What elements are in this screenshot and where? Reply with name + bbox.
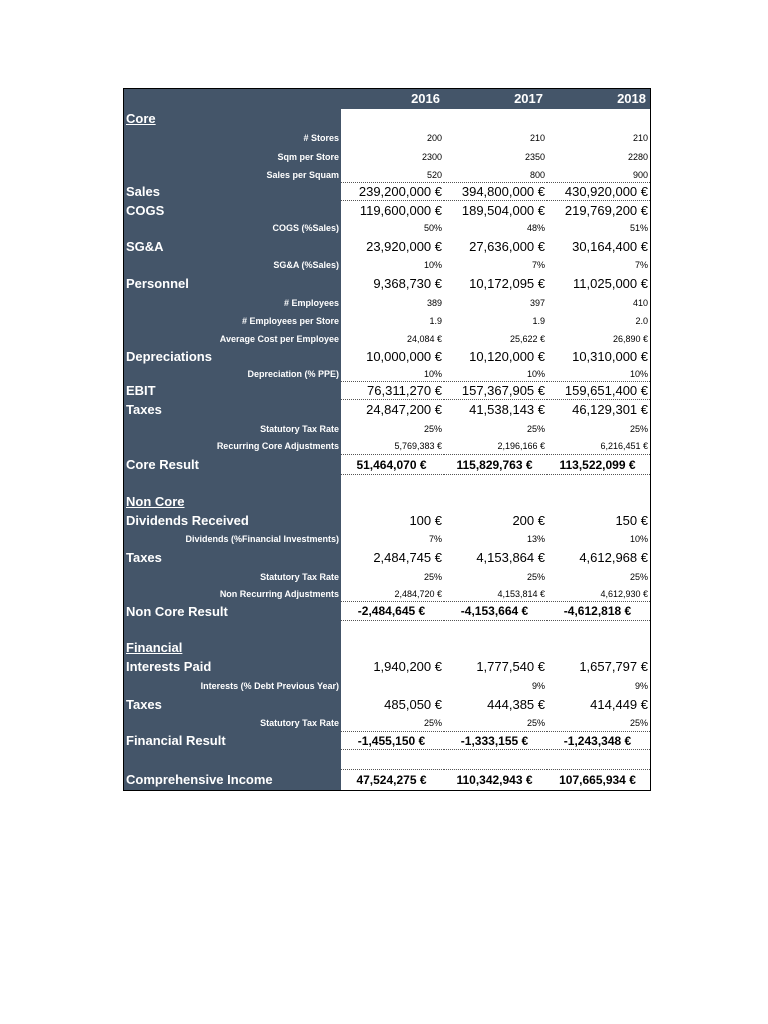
table-row (124, 530, 650, 548)
row-label: Average Cost per Employee (124, 331, 341, 348)
value-cell-2018: 9% (634, 681, 648, 691)
value-cell-2017: 27,636,000 € (469, 239, 545, 254)
row-label: Comprehensive Income (124, 770, 341, 790)
table-row (124, 438, 650, 455)
value-cell-2017: 800 (444, 167, 547, 183)
value-cell-2018: -1,243,348 € (547, 732, 650, 750)
row-label: SG&A (124, 237, 341, 257)
table-row (124, 167, 650, 183)
row-label: Interests Paid (124, 657, 341, 677)
row-label: Taxes (124, 548, 341, 568)
row-label: Non Recurring Adjustments (124, 586, 341, 602)
table-row (124, 602, 650, 621)
row-label: Dividends (%Financial Investments) (124, 530, 341, 548)
value-cell-2016: 239,200,000 € (341, 183, 444, 201)
value-cell-2016: 7% (428, 534, 442, 544)
row-label (124, 750, 341, 770)
value-cell-2018: 30,164,400 € (572, 239, 648, 254)
table-row (124, 657, 650, 677)
row-label: Taxes (124, 400, 341, 420)
row-label: Recurring Core Adjustments (124, 438, 341, 455)
table-row (124, 750, 650, 770)
value-cell-2016: 200 (426, 133, 442, 143)
row-label: Core Result (124, 455, 341, 475)
value-cell-2018: 10,310,000 € (572, 349, 648, 364)
value-cell-2016: 25% (341, 714, 444, 732)
value-cell-2017: 157,367,905 € (444, 382, 547, 400)
value-cell-2018: 410 (632, 298, 648, 308)
row-label: # Stores (124, 129, 341, 148)
row-label: Financial (124, 639, 341, 657)
value-cell-2016: 24,847,200 € (366, 402, 442, 417)
value-cell-2017: 10,120,000 € (469, 349, 545, 364)
table-row (124, 331, 650, 348)
row-label: COGS (124, 201, 341, 220)
table-row (124, 511, 650, 530)
value-cell-2018: 2280 (627, 152, 648, 162)
value-cell-2017: 1.9 (532, 316, 545, 326)
row-label: Taxes (124, 695, 341, 714)
row-label: Sales per Squam (124, 167, 341, 183)
value-cell-2018: 7% (634, 260, 648, 270)
table-row (124, 455, 650, 475)
value-cell-2017: 1,777,540 € (476, 659, 545, 674)
value-cell-2018: 26,890 € (612, 334, 648, 344)
value-cell-2017: -4,153,664 € (444, 602, 547, 621)
value-cell-2016: 25% (423, 572, 442, 582)
value-cell-2016: 76,311,270 € (341, 382, 444, 400)
value-cell-2017 (444, 109, 547, 129)
value-cell-2018 (547, 750, 650, 770)
row-label (124, 621, 341, 639)
table-row (124, 695, 650, 714)
year-2017: 2017 (444, 89, 547, 109)
row-label: Sqm per Store (124, 148, 341, 167)
value-cell-2016: 485,050 € (384, 697, 442, 712)
table-row (124, 420, 650, 438)
value-cell-2018 (547, 639, 650, 657)
table-row (124, 348, 650, 366)
row-label: Dividends Received (124, 511, 341, 530)
value-cell-2016: 25% (423, 424, 442, 434)
value-cell-2018: 10% (629, 534, 648, 544)
value-cell-2018 (547, 492, 650, 511)
value-cell-2016: 119,600,000 € (359, 203, 442, 218)
value-cell-2018: 150 € (615, 513, 648, 528)
value-cell-2017: 7% (531, 260, 545, 270)
value-cell-2016: 10% (341, 366, 444, 382)
value-cell-2018: 4,612,968 € (579, 550, 648, 565)
table-body (124, 109, 650, 790)
value-cell-2018 (547, 621, 650, 639)
row-label: COGS (%Sales) (124, 220, 341, 237)
row-label: Personnel (124, 274, 341, 294)
row-label (124, 475, 341, 492)
value-cell-2018: 113,522,099 € (547, 455, 650, 475)
value-cell-2016 (341, 677, 444, 695)
value-cell-2018: 1,657,797 € (579, 659, 648, 674)
table-row (124, 366, 650, 382)
value-cell-2018: 51% (629, 223, 648, 233)
table-row (124, 492, 650, 511)
value-cell-2017: 4,153,864 € (476, 550, 545, 565)
value-cell-2017 (444, 639, 547, 657)
value-cell-2017: 397 (529, 298, 545, 308)
row-label: Statutory Tax Rate (124, 420, 341, 438)
table-row (124, 382, 650, 400)
table-row (124, 568, 650, 586)
value-cell-2017: 25% (526, 572, 545, 582)
value-cell-2016: 1,940,200 € (373, 659, 442, 674)
header-label-cell (124, 89, 341, 109)
value-cell-2016: 50% (423, 223, 442, 233)
value-cell-2016: 9,368,730 € (373, 276, 442, 291)
table-row (124, 274, 650, 294)
value-cell-2017: 4,153,814 € (444, 586, 547, 602)
row-label: Non Core (124, 492, 341, 511)
value-cell-2018: 4,612,930 € (547, 586, 650, 602)
row-label: EBIT (124, 382, 341, 400)
financial-table (123, 88, 651, 791)
row-label: # Employees (124, 294, 341, 312)
year-2018: 2018 (547, 89, 650, 109)
value-cell-2017 (444, 750, 547, 770)
table-row (124, 183, 650, 201)
row-label: Financial Result (124, 732, 341, 750)
value-cell-2016: 2,484,745 € (373, 550, 442, 565)
value-cell-2016: 389 (426, 298, 442, 308)
table-row (124, 148, 650, 167)
value-cell-2017: 2,196,166 € (444, 438, 547, 455)
table-row (124, 548, 650, 568)
row-label: Depreciation (% PPE) (124, 366, 341, 382)
table-row (124, 201, 650, 220)
value-cell-2018: 414,449 € (590, 697, 648, 712)
row-label: Depreciations (124, 348, 341, 366)
value-cell-2018: 219,769,200 € (564, 203, 648, 218)
table-row (124, 129, 650, 148)
value-cell-2018: 210 (632, 133, 648, 143)
value-cell-2018 (547, 475, 650, 492)
value-cell-2016 (341, 475, 444, 492)
value-cell-2017: 25,622 € (509, 334, 545, 344)
value-cell-2017: 115,829,763 € (444, 455, 547, 475)
table-row (124, 732, 650, 750)
row-label: Non Core Result (124, 602, 341, 621)
value-cell-2016 (341, 109, 444, 129)
table-row (124, 586, 650, 602)
value-cell-2018: 900 (547, 167, 650, 183)
value-cell-2017: 200 € (512, 513, 545, 528)
value-cell-2017: -1,333,155 € (444, 732, 547, 750)
value-cell-2018: 107,665,934 € (559, 773, 636, 787)
table-row (124, 109, 650, 129)
value-cell-2018: 6,216,451 € (547, 438, 650, 455)
value-cell-2018: 46,129,301 € (572, 402, 648, 417)
value-cell-2016: -1,455,150 € (341, 732, 444, 750)
value-cell-2016: 100 € (409, 513, 442, 528)
value-cell-2017: 25% (526, 424, 545, 434)
value-cell-2017: 48% (526, 223, 545, 233)
value-cell-2016: 10,000,000 € (366, 349, 442, 364)
value-cell-2018: 430,920,000 € (547, 183, 650, 201)
table-row (124, 257, 650, 274)
value-cell-2017: 9% (531, 681, 545, 691)
value-cell-2017: 25% (444, 714, 547, 732)
value-cell-2016: 51,464,070 € (341, 455, 444, 475)
table-row (124, 714, 650, 732)
value-cell-2016: 1.9 (429, 316, 442, 326)
table-row (124, 400, 650, 420)
value-cell-2017: 13% (526, 534, 545, 544)
value-cell-2016: 2,484,720 € (341, 586, 444, 602)
row-label: Core (124, 109, 341, 129)
value-cell-2016: 23,920,000 € (366, 239, 442, 254)
value-cell-2018: 25% (629, 572, 648, 582)
value-cell-2018: 11,025,000 € (573, 276, 648, 291)
value-cell-2018 (547, 109, 650, 129)
table-row (124, 312, 650, 331)
value-cell-2018: 2.0 (635, 316, 648, 326)
value-cell-2017: 110,342,943 € (456, 773, 533, 787)
value-cell-2017: 10,172,095 € (469, 276, 545, 291)
table-row (124, 220, 650, 237)
value-cell-2018: 10% (547, 366, 650, 382)
value-cell-2016: 2300 (421, 152, 442, 162)
row-label: Sales (124, 183, 341, 201)
table-row (124, 294, 650, 312)
value-cell-2017: 2350 (524, 152, 545, 162)
table-row (124, 237, 650, 257)
row-label: Statutory Tax Rate (124, 568, 341, 586)
row-label: Interests (% Debt Previous Year) (124, 677, 341, 695)
table-row (124, 621, 650, 639)
value-cell-2016 (341, 492, 444, 511)
year-2016: 2016 (341, 89, 444, 109)
value-cell-2018: 159,651,400 € (547, 382, 650, 400)
table-row (124, 770, 650, 790)
value-cell-2017 (444, 621, 547, 639)
value-cell-2017: 41,538,143 € (469, 402, 545, 417)
value-cell-2016: 10% (423, 260, 442, 270)
value-cell-2018: 25% (547, 714, 650, 732)
value-cell-2017: 394,800,000 € (444, 183, 547, 201)
row-label: SG&A (%Sales) (124, 257, 341, 274)
value-cell-2017 (444, 475, 547, 492)
value-cell-2016: 24,084 € (406, 334, 442, 344)
table-row (124, 475, 650, 492)
row-label: Statutory Tax Rate (124, 714, 341, 732)
row-label: # Employees per Store (124, 312, 341, 331)
value-cell-2016 (341, 750, 444, 770)
value-cell-2016 (341, 621, 444, 639)
value-cell-2017: 210 (529, 133, 545, 143)
table-row (124, 677, 650, 695)
table-row (124, 639, 650, 657)
value-cell-2018: -4,612,818 € (547, 602, 650, 621)
value-cell-2017: 10% (444, 366, 547, 382)
value-cell-2016: 5,769,383 € (341, 438, 444, 455)
value-cell-2018: 25% (629, 424, 648, 434)
year-header-row (124, 89, 650, 109)
value-cell-2017: 444,385 € (487, 697, 545, 712)
value-cell-2016 (341, 639, 444, 657)
value-cell-2016: -2,484,645 € (341, 602, 444, 621)
value-cell-2016: 520 (341, 167, 444, 183)
value-cell-2016: 47,524,275 € (356, 773, 427, 787)
value-cell-2017: 189,504,000 € (461, 203, 545, 218)
value-cell-2017 (444, 492, 547, 511)
